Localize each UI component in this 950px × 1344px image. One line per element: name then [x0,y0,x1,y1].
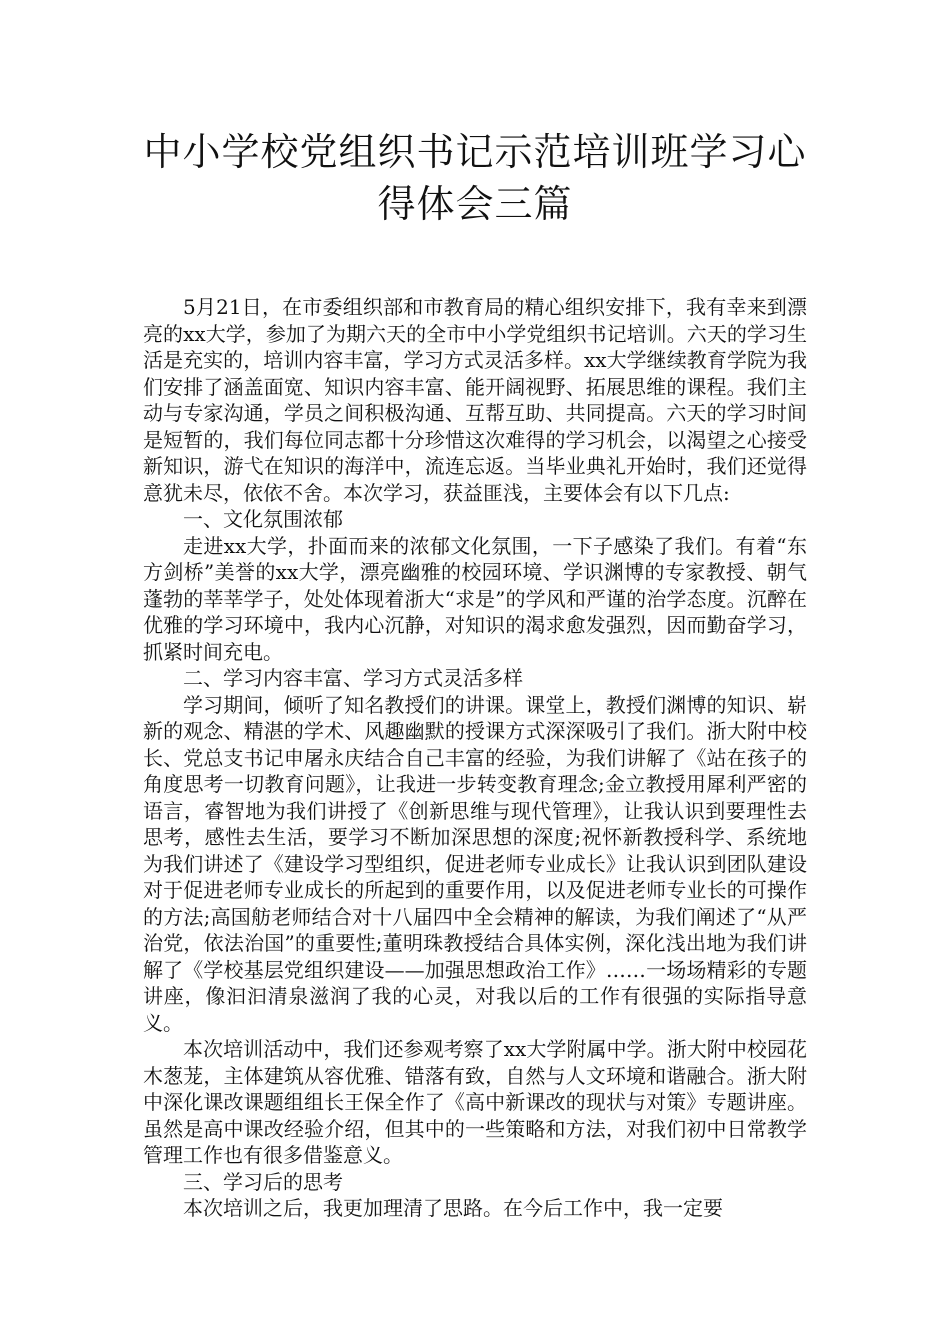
document-body [143,294,807,1222]
section-heading-1: 一、文化氛围浓郁 [183,507,343,531]
paragraph-intro: 5月21日，在市委组织部和市教育局的精心组织安排下，我有幸来到漂亮的xx大学，参加了为期六天的全市中小学党组织书记培训。六天的学习生活是充实的，培训内容丰富，学习方式灵活多样。xx大学继续教育学院为我们安排了涵盖面宽、知识内容丰富、能开阔视野、拓展思维的课程。我们主动与专家沟通，学员之间积极沟通、互帮互助、共同提高。六天的学习时间是短暂的，我们每位同志都十分珍惜这次难得的学习机会，以渴望之心接受新知识，游弋在知识的海洋中，流连忘返。当毕业典礼开始时，我们还觉得意犹未尽，依依不舍。本次学习，获益匪浅，主要体会有以下几点: [143,295,807,505]
paragraph-visit: 本次培训活动中，我们还参观考察了xx大学附属中学。浙大附中校园花木葱茏，主体建筑从容优雅、错落有致，自然与人文环境和谐融合。浙大附中深化课改课题组组长王保全作了《高中新课改的现状与对策》专题讲座。虽然是高中课改经验介绍，但其中的一些策略和方法，对我们初中日常教学管理工作也有很多借鉴意义。 [143,1037,807,1167]
title-line-1: 中小学校党组织书记示范培训班学习心 [143,130,807,174]
title-line-2: 得体会三篇 [377,182,573,226]
paragraph-culture: 走进xx大学，扑面而来的浓郁文化氛围，一下子感染了我们。有着“东方剑桥”美誉的xx大学，漂亮幽雅的校园环境、学识渊博的专家教授、朝气蓬勃的莘莘学子，处处体现着浙大“求是”的学风和严谨的治学态度。沉醉在优雅的学习环境中，我内心沉静，对知识的渴求愈发强烈，因而勤奋学习，抓紧时间充电。 [143,533,807,664]
document-title [120,126,830,230]
paragraph-lectures: 学习期间，倾听了知名教授们的讲课。课堂上，教授们渊博的知识、崭新的观念、精湛的学术、风趣幽默的授课方式深深吸引了我们。浙大附中校长、党总支书记申屠永庆结合自己丰富的经验，为我们讲解了《站在孩子的角度思考一切教育问题》，让我进一步转变教育理念;金立教授用犀利严密的语言，睿智地为我们讲授了《创新思维与现代管理》，让我认识到要理性去思考，感性去生活，要学习不断加深思想的深度;祝怀新教授科学、系统地为我们讲述了《建设学习型组织，促进老师专业成长》让我认识到团队建设对于促进老师专业成长的所起到的重要作用，以及促进老师专业长的可操作的方法;高国舫老师结合对十八届四中全会精神的解读，为我们阐述了“从严治党，依法治国”的重要性;董明珠教授结合具体实例，深化浅出地为我们讲解了《学校基层党组织建设——加强思想政治工作》……一场场精彩的专题讲座，像汩汩清泉滋润了我的心灵，对我以后的工作有很强的实际指导意义。 [143,692,807,1035]
paragraph-reflection: 本次培训之后，我更加理清了思路。在今后工作中，我一定要 [183,1196,723,1220]
section-heading-2: 二、学习内容丰富、学习方式灵活多样 [183,666,523,690]
section-heading-3: 三、学习后的思考 [183,1169,343,1194]
